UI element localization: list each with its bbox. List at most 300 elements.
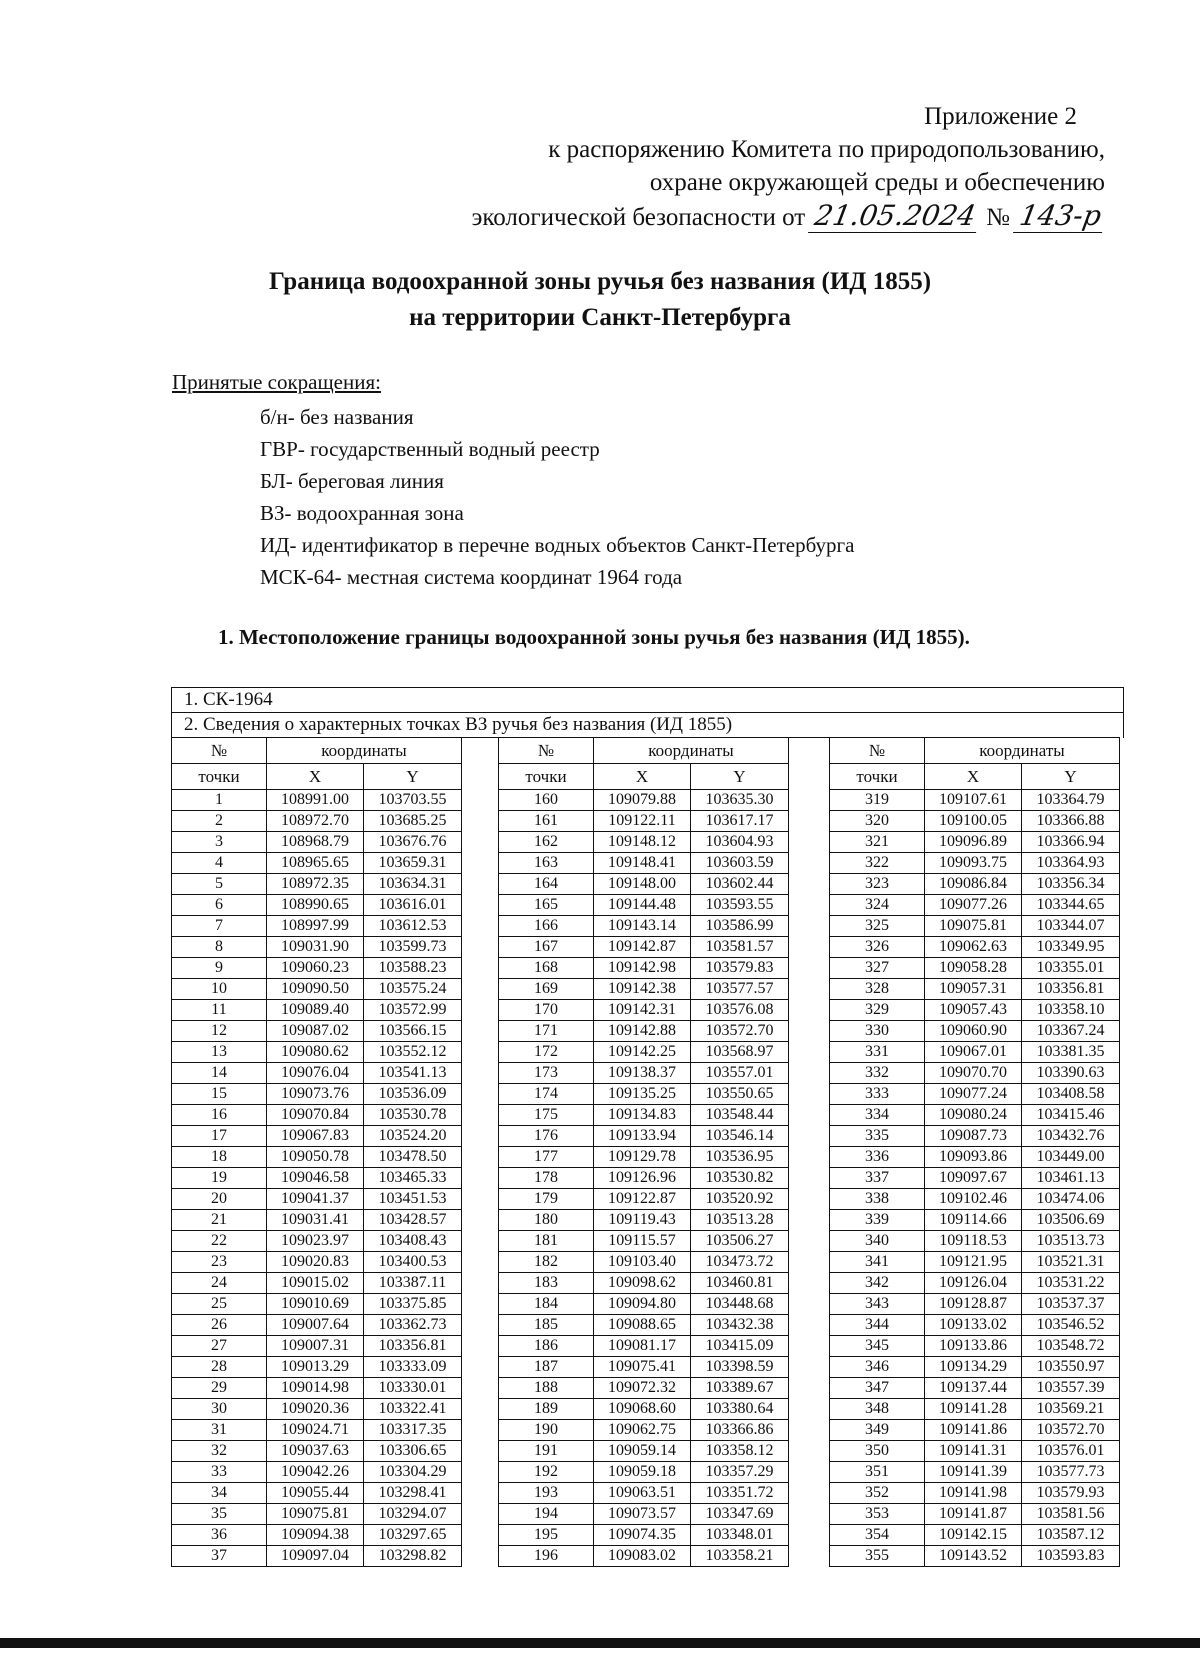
coord-y: 103550.97	[1022, 1357, 1120, 1378]
table-row	[172, 1189, 462, 1210]
coord-y: 103473.72	[691, 1252, 789, 1273]
coord-y: 103460.81	[691, 1273, 789, 1294]
table-row	[499, 853, 789, 874]
coord-y: 103474.06	[1022, 1189, 1120, 1210]
point-number: 186	[499, 1336, 594, 1357]
coord-y: 103344.07	[1022, 916, 1120, 937]
coord-y: 103602.44	[691, 874, 789, 895]
coord-y: 103520.92	[691, 1189, 789, 1210]
table-row	[499, 895, 789, 916]
coord-x: 109133.02	[925, 1315, 1022, 1336]
table-row	[830, 979, 1120, 1000]
coord-y: 103635.30	[691, 790, 789, 811]
point-number: 5	[172, 874, 267, 895]
point-number: 164	[499, 874, 594, 895]
coord-x: 109083.02	[594, 1546, 691, 1567]
table-row	[499, 1504, 789, 1525]
coordinates-table-1	[171, 737, 462, 1567]
header-x: X	[594, 764, 691, 790]
table-row	[172, 1168, 462, 1189]
coord-x: 109070.84	[267, 1105, 364, 1126]
coord-x: 109141.87	[925, 1504, 1022, 1525]
table-row	[499, 1084, 789, 1105]
coord-y: 103530.78	[364, 1105, 462, 1126]
coord-y: 103364.79	[1022, 790, 1120, 811]
table-row	[499, 1441, 789, 1462]
table-row	[172, 790, 462, 811]
point-number: 32	[172, 1441, 267, 1462]
point-number: 6	[172, 895, 267, 916]
coord-x: 109142.25	[594, 1042, 691, 1063]
table-row	[830, 1084, 1120, 1105]
header-no: №	[499, 738, 594, 764]
coord-y: 103356.34	[1022, 874, 1120, 895]
coord-y: 103432.38	[691, 1315, 789, 1336]
coord-y: 103400.53	[364, 1252, 462, 1273]
point-number: 187	[499, 1357, 594, 1378]
coord-x: 109059.18	[594, 1462, 691, 1483]
point-number: 175	[499, 1105, 594, 1126]
point-number: 336	[830, 1147, 925, 1168]
coord-x: 109097.04	[267, 1546, 364, 1567]
point-number: 194	[499, 1504, 594, 1525]
table-row	[830, 1378, 1120, 1399]
coord-x: 109074.35	[594, 1525, 691, 1546]
point-number: 323	[830, 874, 925, 895]
coord-y: 103297.65	[364, 1525, 462, 1546]
table-row	[172, 1273, 462, 1294]
coord-x: 109031.41	[267, 1210, 364, 1231]
coord-x: 109141.86	[925, 1420, 1022, 1441]
coord-y: 103317.35	[364, 1420, 462, 1441]
point-number: 34	[172, 1483, 267, 1504]
header-coordinates: координаты	[925, 738, 1120, 764]
coord-y: 103349.95	[1022, 937, 1120, 958]
point-number: 29	[172, 1378, 267, 1399]
coord-x: 109121.95	[925, 1252, 1022, 1273]
coord-y: 103581.57	[691, 937, 789, 958]
coord-y: 103304.29	[364, 1462, 462, 1483]
coord-x: 109103.40	[594, 1252, 691, 1273]
coord-y: 103506.69	[1022, 1210, 1120, 1231]
point-number: 346	[830, 1357, 925, 1378]
coord-y: 103513.28	[691, 1210, 789, 1231]
table-row	[172, 1063, 462, 1084]
table-row	[830, 1399, 1120, 1420]
abbreviation-item: ИД- идентификатор в перечне водных объектов Санкт-Петербурга	[260, 533, 855, 557]
point-number: 320	[830, 811, 925, 832]
point-number: 329	[830, 1000, 925, 1021]
table-row	[830, 790, 1120, 811]
coord-y: 103330.01	[364, 1378, 462, 1399]
coord-x: 109041.37	[267, 1189, 364, 1210]
header-y: Y	[691, 764, 789, 790]
handwritten-number: 143-р	[1013, 199, 1108, 233]
table-row	[499, 1189, 789, 1210]
coord-x: 109062.63	[925, 937, 1022, 958]
point-number: 174	[499, 1084, 594, 1105]
coord-y: 103408.58	[1022, 1084, 1120, 1105]
table-row	[830, 916, 1120, 937]
coord-x: 109076.04	[267, 1063, 364, 1084]
table-row	[172, 979, 462, 1000]
coord-x: 109013.29	[267, 1357, 364, 1378]
table-row	[499, 1147, 789, 1168]
table-row	[830, 1525, 1120, 1546]
table-row	[499, 958, 789, 979]
point-number: 176	[499, 1126, 594, 1147]
table-row	[172, 1210, 462, 1231]
point-number: 334	[830, 1105, 925, 1126]
coord-x: 109128.87	[925, 1294, 1022, 1315]
coord-y: 103375.85	[364, 1294, 462, 1315]
coord-x: 109067.01	[925, 1042, 1022, 1063]
coord-y: 103536.95	[691, 1147, 789, 1168]
table-row	[172, 1546, 462, 1567]
coord-y: 103603.59	[691, 853, 789, 874]
coord-x: 108990.65	[267, 895, 364, 916]
table-row	[830, 1273, 1120, 1294]
coord-x: 109068.60	[594, 1399, 691, 1420]
coord-y: 103355.01	[1022, 958, 1120, 979]
table-row	[830, 1210, 1120, 1231]
table-row	[499, 916, 789, 937]
coord-x: 109094.80	[594, 1294, 691, 1315]
coord-x: 109077.24	[925, 1084, 1022, 1105]
point-number: 335	[830, 1126, 925, 1147]
coord-y: 103576.01	[1022, 1441, 1120, 1462]
table-row	[172, 1399, 462, 1420]
coord-x: 109060.23	[267, 958, 364, 979]
point-number: 16	[172, 1105, 267, 1126]
coord-y: 103506.27	[691, 1231, 789, 1252]
point-number: 31	[172, 1420, 267, 1441]
coord-x: 109093.75	[925, 853, 1022, 874]
coord-x: 108965.65	[267, 853, 364, 874]
table-frame	[171, 687, 1124, 738]
coord-x: 109097.67	[925, 1168, 1022, 1189]
point-number: 17	[172, 1126, 267, 1147]
coord-y: 103612.53	[364, 916, 462, 937]
point-number: 2	[172, 811, 267, 832]
coord-x: 109144.48	[594, 895, 691, 916]
coord-y: 103367.24	[1022, 1021, 1120, 1042]
coord-x: 109077.26	[925, 895, 1022, 916]
coord-y: 103593.83	[1022, 1546, 1120, 1567]
coord-y: 103348.01	[691, 1525, 789, 1546]
coord-x: 109135.25	[594, 1084, 691, 1105]
table-row	[830, 1294, 1120, 1315]
coord-x: 109119.43	[594, 1210, 691, 1231]
table-row	[830, 1000, 1120, 1021]
coord-x: 109042.26	[267, 1462, 364, 1483]
point-number: 22	[172, 1231, 267, 1252]
table-row	[499, 1126, 789, 1147]
table-row	[830, 1462, 1120, 1483]
table-row	[499, 1315, 789, 1336]
table-row	[499, 1420, 789, 1441]
coord-x: 109060.90	[925, 1021, 1022, 1042]
coord-x: 108968.79	[267, 832, 364, 853]
table-row	[830, 1042, 1120, 1063]
point-number: 30	[172, 1399, 267, 1420]
coord-y: 103461.13	[1022, 1168, 1120, 1189]
coord-y: 103347.69	[691, 1504, 789, 1525]
coord-x: 109089.40	[267, 1000, 364, 1021]
coord-x: 109063.51	[594, 1483, 691, 1504]
abbreviation-item: БЛ- береговая линия	[260, 469, 444, 493]
header-point: точки	[499, 764, 594, 790]
table-row	[499, 1336, 789, 1357]
coord-y: 103531.22	[1022, 1273, 1120, 1294]
point-number: 169	[499, 979, 594, 1000]
table-row	[499, 1357, 789, 1378]
point-number: 350	[830, 1441, 925, 1462]
coord-x: 109143.14	[594, 916, 691, 937]
coord-x: 109080.62	[267, 1042, 364, 1063]
point-number: 342	[830, 1273, 925, 1294]
coord-y: 103524.20	[364, 1126, 462, 1147]
coord-y: 103572.70	[691, 1021, 789, 1042]
point-number: 324	[830, 895, 925, 916]
header-point: точки	[172, 764, 267, 790]
coord-x: 108972.35	[267, 874, 364, 895]
table-row	[830, 1189, 1120, 1210]
point-number: 13	[172, 1042, 267, 1063]
point-number: 25	[172, 1294, 267, 1315]
table-row	[499, 937, 789, 958]
coord-y: 103306.65	[364, 1441, 462, 1462]
coord-x: 109014.98	[267, 1378, 364, 1399]
table-row	[172, 811, 462, 832]
point-number: 27	[172, 1336, 267, 1357]
coord-x: 109142.15	[925, 1525, 1022, 1546]
coord-y: 103572.99	[364, 1000, 462, 1021]
table-row	[830, 1147, 1120, 1168]
point-number: 162	[499, 832, 594, 853]
table-row	[499, 1525, 789, 1546]
coord-x: 109141.39	[925, 1462, 1022, 1483]
coord-y: 103333.09	[364, 1357, 462, 1378]
coord-y: 103366.88	[1022, 811, 1120, 832]
coord-x: 109088.65	[594, 1315, 691, 1336]
table-row	[830, 1021, 1120, 1042]
table-row	[830, 1315, 1120, 1336]
coord-x: 109094.38	[267, 1525, 364, 1546]
point-number: 23	[172, 1252, 267, 1273]
coord-x: 109115.57	[594, 1231, 691, 1252]
coord-x: 109134.29	[925, 1357, 1022, 1378]
abbreviation-item: б/н- без названия	[260, 405, 414, 429]
header-y: Y	[364, 764, 462, 790]
coord-x: 109102.46	[925, 1189, 1022, 1210]
table-row	[830, 1063, 1120, 1084]
table-row	[172, 1483, 462, 1504]
coord-y: 103604.93	[691, 832, 789, 853]
coord-x: 109073.76	[267, 1084, 364, 1105]
coord-y: 103358.21	[691, 1546, 789, 1567]
coord-x: 109148.12	[594, 832, 691, 853]
coordinates-table-2	[498, 737, 789, 1567]
header-no: №	[172, 738, 267, 764]
document-title-line-1: Граница водоохранной зоны ручья без названия (ИД 1855)	[268, 268, 932, 295]
point-number: 184	[499, 1294, 594, 1315]
table-row	[172, 1525, 462, 1546]
point-number: 193	[499, 1483, 594, 1504]
coord-x: 109059.14	[594, 1441, 691, 1462]
coord-y: 103550.65	[691, 1084, 789, 1105]
coord-y: 103576.08	[691, 1000, 789, 1021]
coord-x: 109031.90	[267, 937, 364, 958]
coord-x: 109148.00	[594, 874, 691, 895]
table-row	[172, 1231, 462, 1252]
coord-x: 109070.70	[925, 1063, 1022, 1084]
coord-y: 103577.73	[1022, 1462, 1120, 1483]
point-number: 19	[172, 1168, 267, 1189]
coord-y: 103322.41	[364, 1399, 462, 1420]
coord-x: 109020.83	[267, 1252, 364, 1273]
point-number: 177	[499, 1147, 594, 1168]
coord-x: 109090.50	[267, 979, 364, 1000]
table-row	[830, 1504, 1120, 1525]
coord-y: 103577.57	[691, 979, 789, 1000]
coord-y: 103557.39	[1022, 1378, 1120, 1399]
point-number: 1	[172, 790, 267, 811]
coord-y: 103387.11	[364, 1273, 462, 1294]
table-row	[499, 1231, 789, 1252]
coord-x: 109072.32	[594, 1378, 691, 1399]
point-number: 182	[499, 1252, 594, 1273]
coord-x: 109137.44	[925, 1378, 1022, 1399]
coord-x: 109058.28	[925, 958, 1022, 979]
table-row	[172, 1378, 462, 1399]
coord-y: 103685.25	[364, 811, 462, 832]
point-number: 165	[499, 895, 594, 916]
coord-y: 103536.09	[364, 1084, 462, 1105]
coord-x: 108991.00	[267, 790, 364, 811]
point-number: 183	[499, 1273, 594, 1294]
table-row	[172, 1147, 462, 1168]
coord-y: 103344.65	[1022, 895, 1120, 916]
coord-y: 103593.55	[691, 895, 789, 916]
point-number: 328	[830, 979, 925, 1000]
point-number: 163	[499, 853, 594, 874]
coord-x: 109142.38	[594, 979, 691, 1000]
table-row	[172, 1294, 462, 1315]
point-number: 171	[499, 1021, 594, 1042]
coord-y: 103588.23	[364, 958, 462, 979]
coord-x: 109015.02	[267, 1273, 364, 1294]
point-number: 348	[830, 1399, 925, 1420]
table-row	[499, 1021, 789, 1042]
table-row	[172, 958, 462, 979]
coord-x: 109141.28	[925, 1399, 1022, 1420]
coord-y: 103358.10	[1022, 1000, 1120, 1021]
coord-x: 109133.94	[594, 1126, 691, 1147]
coord-y: 103358.12	[691, 1441, 789, 1462]
coord-x: 109122.11	[594, 811, 691, 832]
point-number: 161	[499, 811, 594, 832]
point-number: 354	[830, 1525, 925, 1546]
point-number: 338	[830, 1189, 925, 1210]
table-row	[172, 832, 462, 853]
table-row	[172, 1105, 462, 1126]
table-row	[499, 1105, 789, 1126]
point-number: 4	[172, 853, 267, 874]
coord-y: 103357.29	[691, 1462, 789, 1483]
header-x: X	[267, 764, 364, 790]
coord-x: 109093.86	[925, 1147, 1022, 1168]
point-number: 331	[830, 1042, 925, 1063]
point-number: 341	[830, 1252, 925, 1273]
coord-y: 103513.73	[1022, 1231, 1120, 1252]
header-y: Y	[1022, 764, 1120, 790]
table-row	[499, 1210, 789, 1231]
coord-x: 109020.36	[267, 1399, 364, 1420]
coord-x: 109024.71	[267, 1420, 364, 1441]
point-number: 191	[499, 1441, 594, 1462]
table-row	[499, 979, 789, 1000]
point-number: 196	[499, 1546, 594, 1567]
coord-x: 109050.78	[267, 1147, 364, 1168]
point-number: 190	[499, 1420, 594, 1441]
point-number: 340	[830, 1231, 925, 1252]
appendix-line-3: охране окружающей среды и обеспечению	[649, 169, 1105, 196]
number-sign: №	[986, 204, 1010, 231]
point-number: 339	[830, 1210, 925, 1231]
handwritten-date: 21.05.2024	[808, 199, 982, 233]
coord-y: 103428.57	[364, 1210, 462, 1231]
point-number: 195	[499, 1525, 594, 1546]
coord-y: 103548.44	[691, 1105, 789, 1126]
point-number: 8	[172, 937, 267, 958]
point-number: 189	[499, 1399, 594, 1420]
table-row	[172, 895, 462, 916]
point-number: 332	[830, 1063, 925, 1084]
point-number: 11	[172, 1000, 267, 1021]
coord-y: 103579.93	[1022, 1483, 1120, 1504]
table-row	[172, 1021, 462, 1042]
table-row	[830, 1168, 1120, 1189]
point-number: 3	[172, 832, 267, 853]
abbreviation-item: МСК-64- местная система координат 1964 года	[260, 565, 683, 589]
table-row	[830, 1126, 1120, 1147]
coord-y: 103572.70	[1022, 1420, 1120, 1441]
coord-x: 109141.31	[925, 1441, 1022, 1462]
point-number: 14	[172, 1063, 267, 1084]
abbreviations-block	[172, 370, 854, 593]
table-row	[830, 937, 1120, 958]
point-number: 28	[172, 1357, 267, 1378]
table-row	[499, 1294, 789, 1315]
point-number: 21	[172, 1210, 267, 1231]
section-heading: 1. Местоположение границы водоохранной зоны ручья без названия (ИД 1855).	[218, 625, 970, 649]
point-number: 352	[830, 1483, 925, 1504]
coord-x: 109142.98	[594, 958, 691, 979]
abbreviation-item: ГВР- государственный водный реестр	[260, 437, 600, 461]
coord-y: 103703.55	[364, 790, 462, 811]
coord-x: 108972.70	[267, 811, 364, 832]
coord-y: 103398.59	[691, 1357, 789, 1378]
coord-x: 109075.81	[925, 916, 1022, 937]
coord-x: 109118.53	[925, 1231, 1022, 1252]
coord-y: 103298.41	[364, 1483, 462, 1504]
coord-y: 103408.43	[364, 1231, 462, 1252]
table-row	[499, 790, 789, 811]
coord-x: 109007.31	[267, 1336, 364, 1357]
table-row	[172, 1084, 462, 1105]
scan-bottom-edge	[0, 1638, 1200, 1648]
